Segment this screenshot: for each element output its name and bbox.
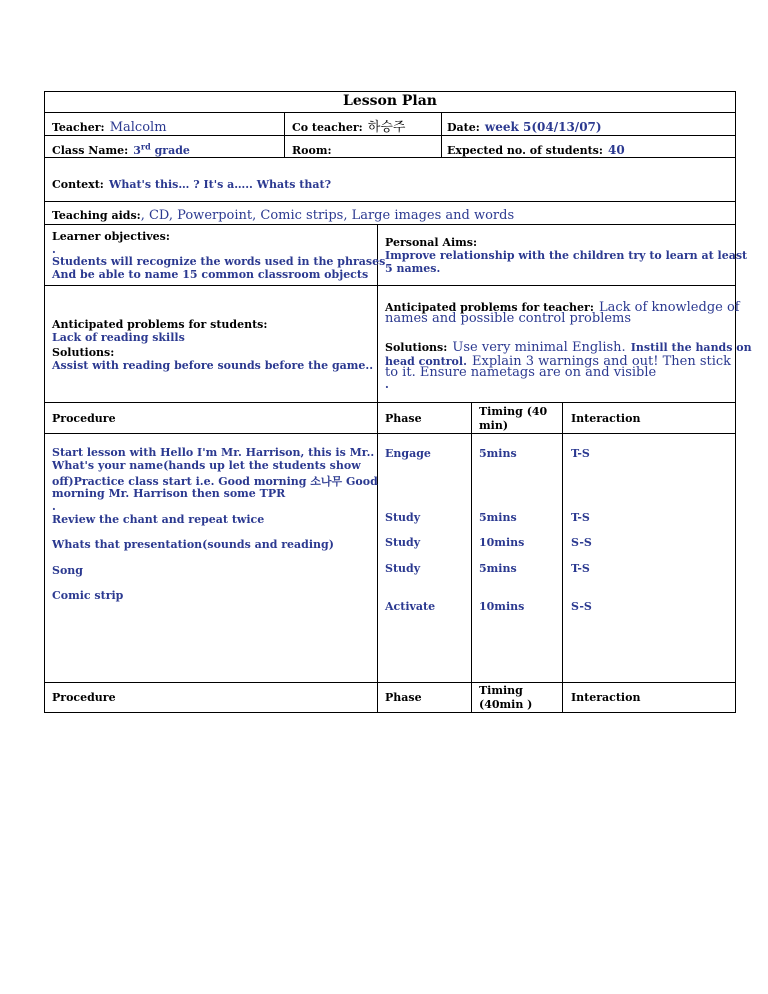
class-name-field bbox=[52, 139, 190, 158]
procedure-row-3-phase: Study bbox=[385, 536, 421, 549]
procedure-row-1-phase: Engage bbox=[385, 447, 431, 460]
students-field bbox=[447, 139, 625, 158]
personal-aims-line2: 5 names. bbox=[385, 262, 441, 275]
class-grade-suffix: rd bbox=[140, 141, 151, 152]
timing-header-line1: Timing (40 bbox=[479, 405, 548, 418]
teaching-aids-field bbox=[52, 204, 514, 223]
footer-timing-header-line2: (40min ) bbox=[479, 698, 533, 711]
teacher-solutions-dot: . bbox=[385, 378, 389, 391]
teacher-problems-line1: Lack of knowledge of bbox=[599, 300, 740, 315]
procedure-header: Procedure bbox=[52, 412, 116, 425]
teacher-solution-part2: Instill the hands on bbox=[630, 341, 752, 354]
class-name-label: Class Name: bbox=[52, 144, 129, 157]
teacher-solution-part4: Explain 3 warnings and out! Then stick bbox=[472, 354, 732, 369]
procedure-row-2-interaction: T-S bbox=[571, 511, 590, 524]
student-solutions-label: Solutions: bbox=[52, 346, 115, 359]
page-title: Lesson Plan bbox=[342, 93, 437, 109]
student-problems-value: Lack of reading skills bbox=[52, 331, 185, 344]
coteacher-label: Co teacher: bbox=[292, 121, 363, 134]
procedure-row-3-line-1: Whats that presentation(sounds and reading) bbox=[52, 538, 334, 551]
footer-procedure-header: Procedure bbox=[52, 691, 116, 704]
teaching-aids-value: , CD, Powerpoint, Comic strips, Large images and words bbox=[140, 208, 515, 223]
teacher-value: Malcolm bbox=[109, 120, 167, 135]
class-name-value bbox=[133, 141, 190, 157]
teacher-problems-line2: names and possible control problems bbox=[385, 311, 632, 326]
procedure-row-1-line-3: off)Practice class start i.e. Good morning 소나무 Good bbox=[52, 475, 378, 488]
procedure-row-4-timing: 5mins bbox=[479, 562, 517, 575]
teaching-aids-label: Teaching aids: bbox=[52, 209, 141, 222]
procedure-row-5-phase: Activate bbox=[385, 600, 436, 613]
footer-phase-header: Phase bbox=[385, 691, 422, 704]
date-field bbox=[447, 116, 602, 135]
procedure-row-5-timing: 10mins bbox=[479, 600, 525, 613]
teacher-solution-part1: Use very minimal English. bbox=[452, 340, 626, 355]
coteacher-value: 하승주 bbox=[367, 120, 406, 135]
date-label: Date: bbox=[447, 121, 480, 134]
procedure-row-5-line-1: Comic strip bbox=[52, 589, 124, 602]
procedure-row-1-line-2: What's your name(hands up let the students show bbox=[52, 459, 361, 472]
procedure-row-4-phase: Study bbox=[385, 562, 421, 575]
teacher-field bbox=[52, 116, 167, 135]
procedure-row-1-line-4: morning Mr. Harrison then some TPR bbox=[52, 487, 286, 500]
procedure-row-1-line-5: . bbox=[52, 500, 56, 513]
procedure-row-2-phase: Study bbox=[385, 511, 421, 524]
learner-objectives-line2: And be able to name 15 common classroom objects bbox=[52, 268, 369, 281]
students-label: Expected no. of students: bbox=[447, 144, 603, 157]
students-value: 40 bbox=[608, 143, 625, 157]
footer-interaction-header: Interaction bbox=[571, 691, 641, 704]
teacher-solutions-label: Solutions: bbox=[385, 341, 448, 354]
footer-timing-header-line1: Timing bbox=[479, 684, 523, 697]
room-field bbox=[292, 139, 332, 158]
personal-aims-label: Personal Aims: bbox=[385, 236, 478, 249]
room-label: Room: bbox=[292, 144, 332, 157]
class-grade-word: grade bbox=[154, 144, 190, 157]
learner-objectives-line1: Students will recognize the words used in the phrases bbox=[52, 255, 386, 268]
teacher-solution-part3: head control. bbox=[385, 355, 467, 368]
interaction-header: Interaction bbox=[571, 412, 641, 425]
teacher-problems-label: Anticipated problems for teacher: bbox=[385, 301, 594, 314]
timing-header-line2: min) bbox=[479, 419, 509, 432]
context-label: Context: bbox=[52, 178, 104, 191]
phase-header: Phase bbox=[385, 412, 422, 425]
procedure-row-2-timing: 5mins bbox=[479, 511, 517, 524]
class-grade-number: 3 bbox=[133, 144, 141, 157]
student-solutions-value: Assist with reading before sounds before the game.. bbox=[52, 359, 374, 372]
teacher-label: Teacher: bbox=[52, 121, 105, 134]
procedure-row-4-line-1: Song bbox=[52, 564, 83, 577]
learner-objectives-label: Learner objectives: bbox=[52, 230, 170, 243]
context-field bbox=[52, 173, 331, 192]
procedure-row-3-interaction: S-S bbox=[571, 536, 592, 549]
context-value: What's this… ? It's a….. Whats that? bbox=[108, 178, 332, 191]
procedure-row-3-timing: 10mins bbox=[479, 536, 525, 549]
procedure-row-1-interaction: T-S bbox=[571, 447, 590, 460]
procedure-row-2-line-1: Review the chant and repeat twice bbox=[52, 513, 265, 526]
procedure-row-1-timing: 5mins bbox=[479, 447, 517, 460]
coteacher-field bbox=[292, 116, 405, 135]
learner-objectives-dot: . bbox=[52, 243, 56, 256]
student-problems-label: Anticipated problems for students: bbox=[52, 318, 268, 331]
teacher-solutions-line3: to it. Ensure nametags are on and visible bbox=[385, 365, 657, 380]
procedure-row-5-interaction: S-S bbox=[571, 600, 592, 613]
personal-aims-line1: Improve relationship with the children try to learn at least bbox=[385, 249, 748, 262]
procedure-row-1-line-1: Start lesson with Hello I'm Mr. Harrison, this is Mr.. bbox=[52, 446, 375, 459]
date-value: week 5(04/13/07) bbox=[484, 120, 602, 134]
procedure-row-4-interaction: T-S bbox=[571, 562, 590, 575]
